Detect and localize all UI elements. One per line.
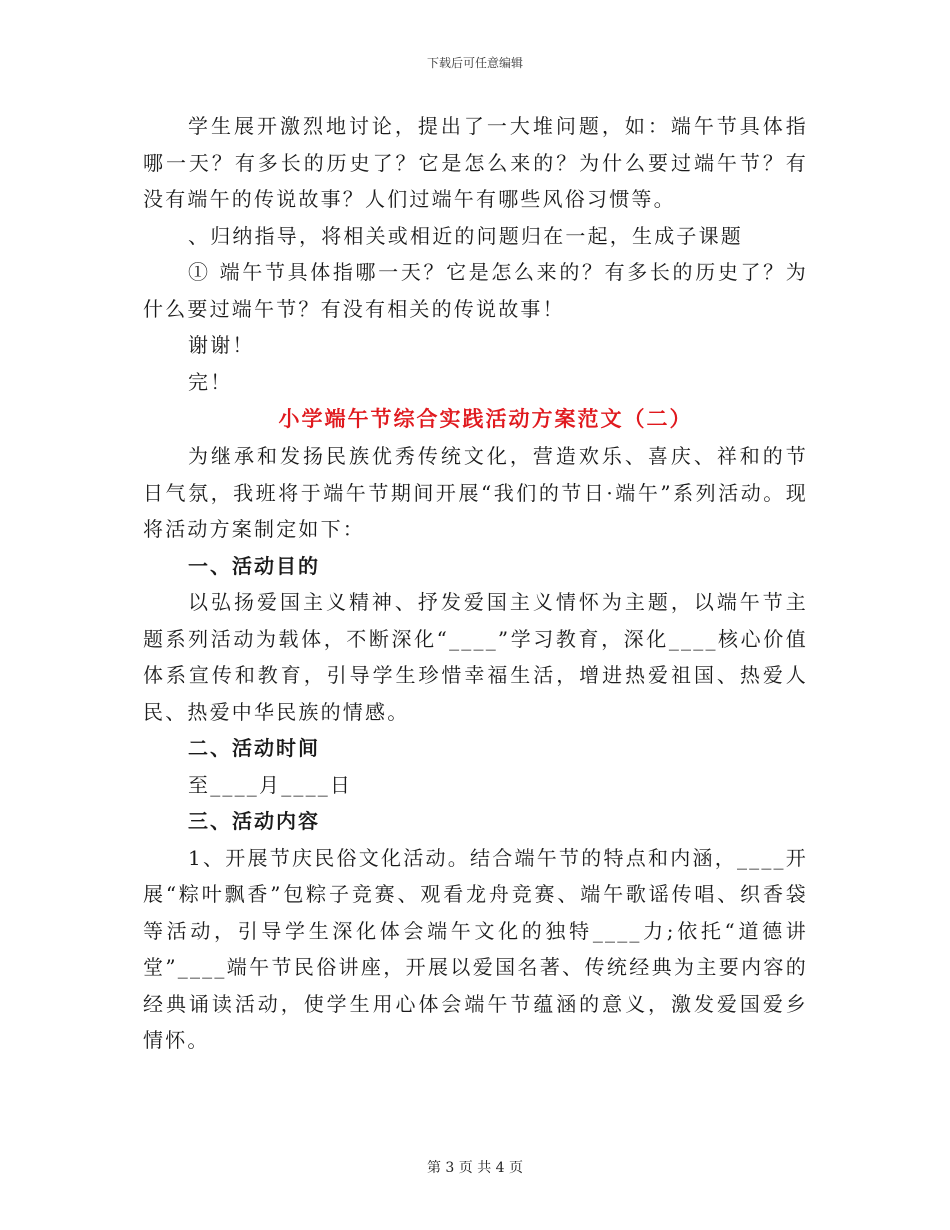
section-heading-time: 二、活动时间 bbox=[188, 736, 320, 760]
paragraph-discussion: 学生展开激烈地讨论，提出了一大堆问题，如：端午节具体指哪一天？有多长的历史了？它是怎么来的？为什么要过端午节？有没有端午的传说故事？人们过端午有哪些风俗习惯等。 bbox=[143, 114, 808, 211]
paragraph-intro: 为继承和发扬民族优秀传统文化，营造欢乐、喜庆、祥和的节日气氛，我班将于端午节期间开展“我们的节日·端午”系列活动。现将活动方案制定如下： bbox=[143, 444, 808, 541]
page-number: 第 3 页 共 4 页 bbox=[426, 1160, 524, 1176]
paragraph-content-1: 1、开展节庆民俗文化活动。结合端午节的特点和内涵，____开展“粽叶飘香”包粽子竞赛、观看龙舟竞赛、端午歌谣传唱、织香袋等活动，引导学生深化体会端午文化的独特____力;依托“道德讲堂”____端午节民俗讲座，开展以爱国名著、传统经典为主要内容的经典诵读活动，使学生用心体会端午节蕴涵的意义，激发爱国爱乡情怀。 bbox=[143, 845, 808, 1052]
paragraph-thanks: 谢谢！ bbox=[188, 333, 255, 357]
section-heading-content: 三、活动内容 bbox=[188, 809, 320, 833]
document-body bbox=[143, 108, 808, 1059]
paragraph-end: 完！ bbox=[188, 369, 233, 394]
header-note: 下载后可任意编辑 bbox=[426, 56, 523, 70]
paragraph-summary-guidance: 、归纳指导，将相关或相近的问题归在一起，生成子课题 bbox=[188, 223, 743, 248]
section-heading-purpose: 一、活动目的 bbox=[188, 553, 320, 578]
paragraph-time: 至____月____日 bbox=[188, 772, 353, 797]
document-title: 小学端午节综合实践活动方案范文（二） bbox=[278, 406, 693, 431]
paragraph-purpose: 以弘扬爱国主义精神、抒发爱国主义情怀为主题，以端午节主题系列活动为载体，不断深化“____”学习教育，深化____核心价值体系宣传和教育，引导学生珍惜幸福生活，增进热爱祖国、热爱人民、热爱中华民族的情感。 bbox=[143, 590, 808, 724]
paragraph-subtopic-1: ① 端午节具体指哪一天？它是怎么来的？有多长的历史了？为什么要过端午节？有没有相关的传说故事！ bbox=[143, 260, 808, 321]
